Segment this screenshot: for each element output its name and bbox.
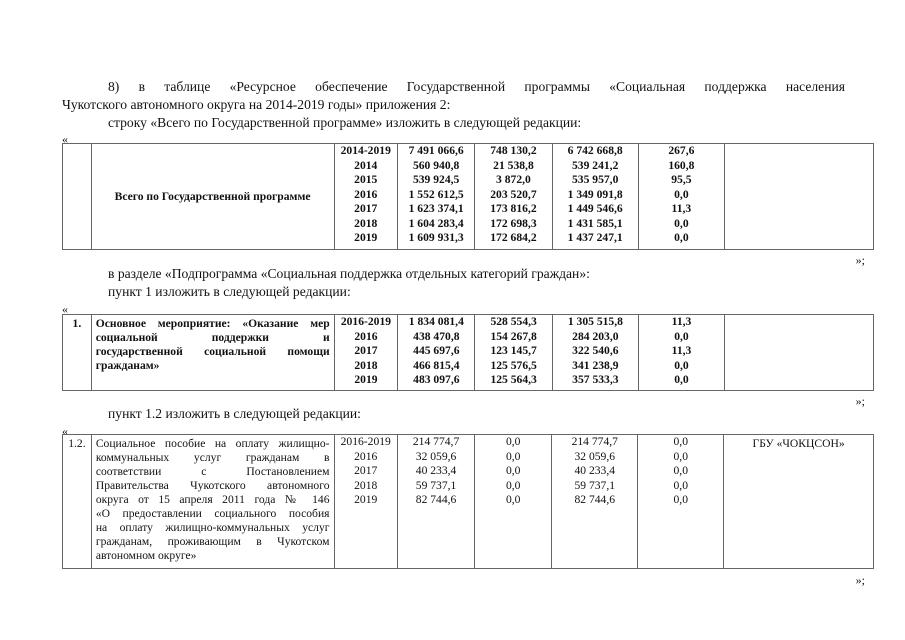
t2-col4	[639, 315, 724, 388]
t2-col3-value: 357 533,3	[572, 373, 619, 386]
t3-col4-cell	[638, 435, 724, 569]
t2-col4-value: 0,0	[674, 329, 689, 343]
t2-col3-value: 341 238,9	[572, 358, 619, 372]
label-line: соответствии с Постановлением	[95, 465, 330, 478]
t1-col3-value: 1 437 247,1	[567, 231, 623, 244]
t3-col2	[475, 435, 551, 508]
t3-years-value: 2016-2019	[340, 435, 391, 448]
t1-col1	[398, 144, 474, 246]
t1-col3-value: 1 449 546,6	[567, 202, 623, 215]
table-total-program	[62, 143, 874, 250]
open-quote-2: «	[62, 302, 68, 316]
t1-col4-value: 0,0	[674, 231, 689, 244]
t1-label-cell	[91, 144, 334, 250]
t3-col1-value: 82 744,6	[415, 493, 457, 506]
t2-col4-value: 11,3	[671, 344, 692, 357]
t3-col2-value: 0,0	[505, 478, 521, 492]
t2-col1-value: 445 697,6	[413, 344, 460, 357]
t3-years-value: 2017	[354, 464, 378, 477]
t1-years	[335, 144, 398, 246]
t3-col3-value: 32 059,6	[574, 449, 616, 463]
t1-label: Всего по Государственной программе	[114, 189, 311, 203]
intro-line-1: 8) в таблице «Ресурсное обеспечение Государственной программы «Социальная поддержка населения	[108, 79, 845, 94]
label-line: на оплату жилищно-коммунальных услуг	[95, 521, 330, 534]
t1-col3	[553, 144, 638, 246]
t3-col1	[398, 435, 474, 508]
t2-col4-cell	[638, 315, 724, 391]
t1-col1-value: 1 609 931,3	[408, 231, 464, 244]
t2-col1-value: 466 815,4	[413, 358, 460, 372]
open-quote-3: «	[62, 424, 68, 438]
t3-col4-value: 0,0	[673, 435, 688, 448]
t3-col2-value: 0,0	[505, 435, 521, 448]
t3-years	[335, 435, 397, 508]
t3-col1-value: 59 737,1	[415, 478, 457, 492]
t2-col2	[475, 315, 551, 388]
t3-years-value: 2018	[354, 478, 378, 492]
t2-years	[335, 315, 398, 388]
t3-col1-value: 32 059,6	[415, 449, 457, 463]
t1-col2-value: 172 684,2	[490, 231, 537, 244]
t1-col1-value: 539 924,5	[412, 173, 460, 186]
label-line: Основное мероприятие: «Оказание мер	[95, 317, 330, 330]
t1-col2-value: 3 872,0	[496, 173, 531, 186]
t1-years-cell	[334, 144, 398, 250]
close-quote-1: »;	[855, 253, 865, 267]
t1-col3-value: 6 742 668,8	[567, 144, 623, 157]
t3-executor: ГБУ «ЧОКЦСОН»	[752, 437, 845, 450]
t3-col3-value: 214 774,7	[571, 435, 618, 448]
label-line: автономном округе»	[95, 549, 197, 562]
section2-line-2: пункт 1 изложить в следующей редакции:	[108, 284, 351, 299]
t1-col3-value: 539 241,2	[572, 158, 619, 172]
t3-col2-value: 0,0	[505, 464, 521, 477]
t1-col1-value: 1 552 612,5	[408, 187, 464, 201]
table-subprogram-item-1	[62, 314, 874, 391]
t1-col3-value: 535 957,0	[572, 173, 619, 186]
t3-col3-value: 82 744,6	[574, 493, 616, 506]
t3-col3-value: 40 233,4	[574, 464, 616, 477]
label-line: коммунальных услуг гражданам в	[95, 451, 330, 464]
t3-col2-cell	[475, 435, 552, 569]
t3-label	[92, 435, 334, 565]
t3-num-cell	[63, 435, 92, 569]
t1-years-value: 2018	[354, 216, 378, 230]
t2-col2-cell	[475, 315, 552, 391]
t1-col2-value: 21 538,8	[493, 158, 534, 172]
t1-num-cell	[63, 144, 92, 250]
t1-col2-cell	[475, 144, 552, 250]
t1-col3-value: 1 349 091,8	[567, 187, 623, 201]
t1-col1-value: 1 623 374,1	[408, 202, 464, 215]
close-quote-2: »;	[855, 394, 865, 408]
t1-years-value: 2016	[354, 187, 378, 201]
section2-line-1: в разделе «Подпрограмма «Социальная поддержка отдельных категорий граждан»:	[108, 266, 590, 281]
t1-col2-value: 173 816,2	[490, 202, 537, 215]
t3-col4-value: 0,0	[673, 478, 688, 492]
t1-col4-value: 160,8	[668, 158, 695, 172]
t3-col3-cell	[552, 435, 638, 569]
t2-num-cell	[63, 315, 92, 391]
t3-executor-cell	[724, 435, 874, 569]
t2-years-value: 2019	[354, 373, 378, 386]
t1-col4-value: 0,0	[674, 187, 689, 201]
t3-col1-cell	[397, 435, 474, 569]
t1-col2	[475, 144, 551, 246]
t1-years-value: 2015	[354, 173, 378, 186]
t3-col1-value: 40 233,4	[415, 464, 457, 477]
t1-col3-value: 1 431 585,1	[567, 216, 623, 230]
t2-col1-value: 438 470,8	[413, 329, 460, 343]
t2-col1-cell	[398, 315, 475, 391]
t3-years-value: 2019	[354, 493, 378, 506]
t2-col1-value: 483 097,6	[413, 373, 460, 386]
t1-col3-cell	[552, 144, 638, 250]
t2-col2-value: 154 267,8	[490, 329, 537, 343]
label-line: социальной поддержки и	[95, 331, 330, 344]
t2-label	[92, 315, 334, 375]
intro-line-3: строку «Всего по Государственной программе» изложить в следующей редакции:	[108, 115, 582, 130]
t2-col1-value: 1 834 081,4	[408, 315, 464, 328]
t3-years-value: 2016	[354, 449, 378, 463]
t3-num: 1.2.	[68, 437, 86, 450]
t1-col4-value: 267,6	[668, 144, 695, 157]
t3-col4-value: 0,0	[673, 464, 688, 477]
t2-col2-value: 125 564,3	[490, 373, 537, 386]
label-line: Социальное пособие на оплату жилищно-	[95, 437, 330, 450]
t1-col1-cell	[398, 144, 475, 250]
t3-label-cell	[91, 435, 334, 569]
t1-years-value: 2014-2019	[340, 144, 391, 157]
t2-col3-value: 1 305 515,8	[567, 315, 623, 328]
t1-col1-value: 1 604 283,4	[408, 216, 464, 230]
t2-num: 1.	[72, 317, 82, 330]
t2-col2-value: 123 145,7	[490, 344, 537, 357]
t1-col2-value: 203 520,7	[490, 187, 537, 201]
open-quote-1: «	[62, 132, 68, 146]
t1-col1-value: 7 491 066,6	[408, 144, 464, 157]
t1-col2-value: 748 130,2	[490, 144, 537, 157]
t1-col1-value: 560 940,8	[412, 158, 460, 172]
t3-col4	[638, 435, 723, 508]
label-line: округа от 15 апреля 2011 года № 146	[95, 493, 330, 506]
t1-col4-cell	[638, 144, 724, 250]
t2-label-cell	[91, 315, 334, 391]
close-quote-3: »;	[855, 573, 865, 587]
t2-col2-value: 528 554,3	[490, 315, 537, 328]
t3-col2-value: 0,0	[505, 449, 521, 463]
t1-col4-value: 11,3	[671, 202, 692, 215]
t2-col3-value: 322 540,6	[572, 344, 619, 357]
t1-years-value: 2019	[354, 231, 378, 244]
t2-years-cell	[334, 315, 398, 391]
t1-col4-value: 0,0	[674, 216, 689, 230]
t1-col4	[639, 144, 724, 246]
t2-years-value: 2018	[354, 358, 378, 372]
intro-line-2: Чукотского автономного округа на 2014-2019 годы» приложения 2:	[62, 97, 451, 112]
label-line: государственной социальной помощи	[95, 345, 330, 358]
t3-col3	[552, 435, 637, 508]
t1-executor-cell	[724, 144, 873, 250]
t1-years-value: 2014	[354, 158, 378, 172]
section3-line-1: пункт 1.2 изложить в следующей редакции:	[108, 406, 361, 421]
t2-years-value: 2016-2019	[340, 315, 392, 328]
label-line: «О предоставлении социального пособия	[95, 507, 330, 520]
label-line: Правительства Чукотского автономного	[95, 479, 330, 492]
t3-years-cell	[334, 435, 397, 569]
t2-col1	[398, 315, 474, 388]
t2-col3-cell	[552, 315, 638, 391]
t3-col2-value: 0,0	[505, 493, 521, 506]
table-subprogram-item-1-2	[62, 434, 874, 569]
t2-years-value: 2017	[354, 344, 378, 357]
t3-col4-value: 0,0	[673, 493, 688, 506]
t1-col4-value: 95,5	[671, 173, 692, 186]
t1-years-value: 2017	[354, 202, 378, 215]
t2-col3-value: 284 203,0	[572, 329, 619, 343]
t3-col4-value: 0,0	[673, 449, 688, 463]
t2-col4-value: 11,3	[671, 315, 692, 328]
t2-years-value: 2016	[354, 329, 378, 343]
t1-col2-value: 172 698,3	[490, 216, 537, 230]
t2-col3	[553, 315, 638, 388]
label-line: гражданам»	[95, 359, 160, 372]
t3-col3-value: 59 737,1	[574, 478, 616, 492]
t2-col4-value: 0,0	[674, 373, 689, 386]
t2-col4-value: 0,0	[674, 358, 689, 372]
t3-col1-value: 214 774,7	[412, 435, 460, 448]
t2-executor-cell	[725, 315, 874, 391]
label-line: гражданам, проживающим в Чукотском	[95, 535, 330, 548]
t2-col2-value: 125 576,5	[490, 358, 537, 372]
